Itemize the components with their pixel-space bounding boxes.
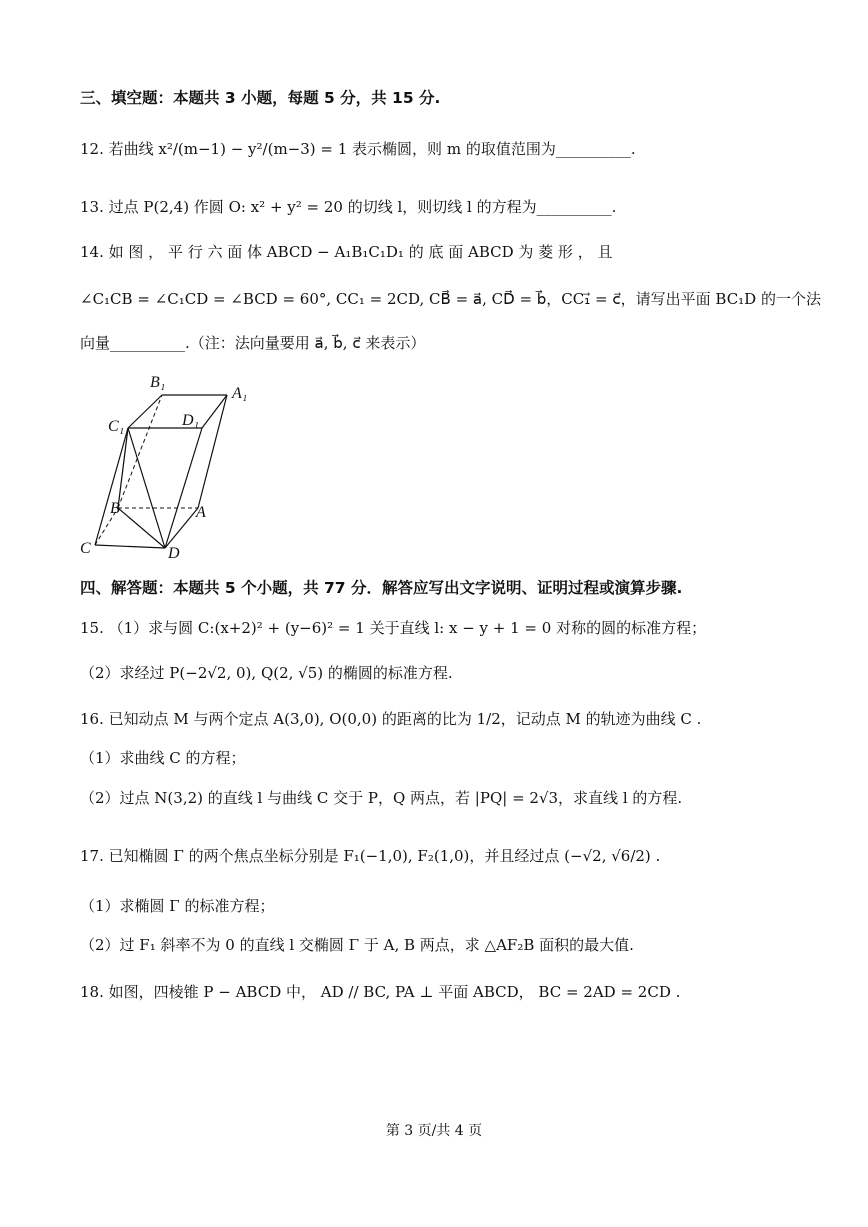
edge-c-d [95, 545, 165, 548]
question-14-line-1: 14. 如 图 ， 平 行 六 面 体 ABCD − A₁B₁C₁D₁ 的 底 面 ABCD 为 菱 形 ， 且 [80, 243, 613, 261]
question-17-stem: 17. 已知椭圆 Γ 的两个焦点坐标分别是 F₁(−1,0), F₂(1,0)，并且经过点 (−√2, √6/2) . [80, 847, 661, 865]
label-c1: C₁ [108, 418, 125, 435]
edge-c1-d [128, 428, 165, 548]
question-14-line-2: ∠C₁CB = ∠C₁CD = ∠BCD = 60°, CC₁ = 2CD, CB⃗ = a⃗, CD⃗ = b⃗，CC₁⃗ = c⃗，请写出平面 BC₁D 的一个法 [80, 290, 821, 308]
question-16-part-2: （2）过点 N(3,2) 的直线 l 与曲线 C 交于 P，Q 两点，若 |PQ| = 2√3，求直线 l 的方程. [80, 789, 683, 807]
label-d1: D₁ [182, 412, 200, 429]
question-13: 13. 过点 P(2,4) 作圆 O: x² + y² = 20 的切线 l，则切线 l 的方程为__________. [80, 198, 617, 216]
label-b1: B₁ [150, 374, 166, 391]
question-12: 12. 若曲线 x²/(m−1) − y²/(m−3) = 1 表示椭圆，则 m 的取值范围为__________. [80, 140, 636, 158]
question-15-part-2: （2）求经过 P(−2√2, 0), Q(2, √5) 的椭圆的标准方程. [80, 664, 453, 682]
parallelepiped-figure [70, 365, 270, 565]
edge-c-c1 [95, 428, 128, 545]
section-heading-fill-in: 三、填空题：本题共 3 小题，每题 5 分，共 15 分. [80, 89, 441, 107]
section-heading-solutions: 四、解答题：本题共 5 个小题，共 77 分．解答应写出文字说明、证明过程或演算步骤. [80, 579, 683, 597]
page-footer: 第 3 页/共 4 页 [385, 1123, 483, 1139]
edge-d-a [165, 508, 198, 548]
edge-c1-b1 [128, 395, 162, 428]
edge-d-d1 [165, 428, 202, 548]
question-15-part-1: 15. （1）求与圆 C:(x+2)² + (y−6)² = 1 关于直线 l: x − y + 1 = 0 对称的圆的标准方程； [80, 619, 707, 637]
label-a1: A₁ [232, 385, 248, 402]
question-16-part-1: （1）求曲线 C 的方程； [80, 749, 246, 767]
question-18: 18. 如图，四棱锥 P − ABCD 中， AD // BC, PA ⊥ 平面 ABCD， BC = 2AD = 2CD . [80, 983, 681, 1001]
label-b: B [110, 500, 120, 517]
label-c: C [80, 540, 91, 557]
label-a: A [196, 504, 206, 521]
question-16-stem: 16. 已知动点 M 与两个定点 A(3,0), O(0,0) 的距离的比为 1/2，记动点 M 的轨迹为曲线 C . [80, 710, 702, 728]
edge-a-a1 [198, 395, 227, 508]
label-d: D [168, 545, 180, 562]
edge-c1-b [118, 428, 128, 508]
question-17-part-2: （2）过 F₁ 斜率不为 0 的直线 l 交椭圆 Γ 于 A, B 两点，求 △AF₂B 面积的最大值. [80, 936, 634, 954]
edge-b-d [118, 508, 165, 548]
question-17-part-1: （1）求椭圆 Γ 的标准方程； [80, 897, 275, 915]
question-14-line-3: 向量__________.（注：法向量要用 a⃗, b⃗, c⃗ 来表示） [80, 334, 426, 352]
